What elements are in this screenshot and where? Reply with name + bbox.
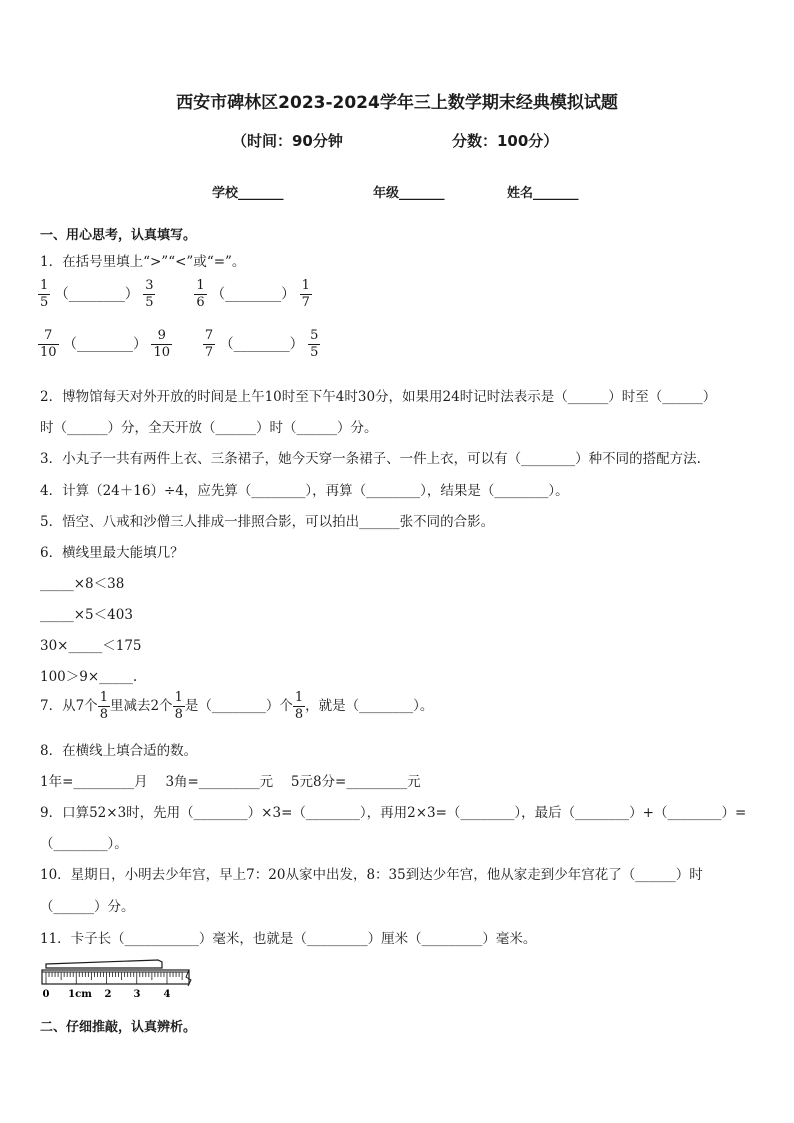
q6-item-b[interactable]: _____×5＜403 — [40, 607, 133, 623]
numerator: 1 — [294, 690, 304, 705]
answer-blank[interactable]: （________） — [54, 286, 139, 303]
numerator: 5 — [310, 328, 319, 343]
exam-score: 分数：100分） — [452, 132, 559, 150]
q7-text-1: 7．从7个 — [40, 698, 98, 714]
ruler-label-3: 3 — [133, 989, 141, 1000]
fraction — [203, 328, 215, 361]
answer-blank[interactable]: （________） — [211, 286, 296, 303]
fraction — [38, 328, 59, 361]
denominator: 6 — [196, 295, 205, 310]
question-1: 1．在括号里填上“>”“<”或“=”。 — [40, 254, 246, 270]
denominator: 8 — [174, 707, 183, 722]
fraction — [173, 690, 185, 723]
question-4: 4．计算（24＋16）÷4，应先算（________），再算（________），结果是（________）。 — [40, 483, 569, 499]
denominator: 8 — [99, 707, 108, 722]
question-2-line-2: 时（______）分，全天开放（______）时（______）分。 — [40, 420, 378, 436]
numerator: 3 — [145, 278, 154, 293]
exam-time: （时间：90分钟 — [232, 132, 343, 150]
school-field[interactable]: 学校_______ — [212, 186, 284, 201]
question-7 — [40, 690, 433, 723]
denominator: 5 — [145, 295, 154, 310]
question-10-line-2: （______）分。 — [40, 899, 135, 915]
denominator: 10 — [40, 345, 57, 360]
question-11: 11．卡子长（___________）毫米，也就是（_________）厘米（_________）毫米。 — [40, 931, 537, 947]
question-10-line-1: 10．星期日，小明去少年宫，早上7：20从家中出发，8：35到达少年宫，他从家走到少年宫花了（______）时 — [40, 867, 703, 883]
denominator: 7 — [204, 345, 214, 360]
ruler-label-1: 1cm — [68, 989, 92, 1000]
q6-item-d[interactable]: 100＞9×_____. — [40, 669, 138, 685]
answer-blank[interactable]: （________） — [219, 336, 304, 353]
ruler-diagram — [40, 956, 192, 1001]
section-1-heading: 一、用心思考，认真填写。 — [40, 228, 197, 243]
fraction — [143, 278, 155, 311]
answer-blank[interactable]: （________） — [63, 336, 147, 353]
question-3: 3．小丸子一共有两件上衣、三条裙子，她今天穿一条裙子、一件上衣，可以有（________）种不同的搭配方法. — [40, 451, 701, 467]
numerator: 1 — [40, 278, 49, 293]
numerator: 1 — [196, 278, 205, 293]
name-field[interactable]: 姓名_______ — [507, 186, 579, 201]
denominator: 7 — [301, 295, 310, 310]
fraction — [98, 690, 110, 723]
denominator: 5 — [40, 295, 49, 310]
numerator: 9 — [151, 328, 172, 345]
q7-text-4: ，就是（________）。 — [305, 698, 434, 714]
clip-shape — [46, 960, 162, 968]
fraction — [293, 690, 305, 723]
numerator: 7 — [204, 328, 214, 343]
question-9-line-2: （________）。 — [40, 836, 128, 852]
numerator: 7 — [38, 328, 59, 345]
question-8: 8．在横线上填合适的数。 — [40, 743, 198, 759]
q8-blanks[interactable]: 1年=_________月 3角=_________元 5元8分=_________元 — [40, 774, 421, 790]
q1-row-2 — [38, 328, 320, 361]
section-2-heading: 二、仔细推敲，认真辨析。 — [40, 1020, 197, 1035]
q6-item-c[interactable]: 30×_____＜175 — [40, 638, 142, 654]
q7-text-3: 是（________）个 — [184, 698, 293, 714]
question-6: 6．横线里最大能填几？ — [40, 545, 184, 561]
fraction — [194, 278, 206, 311]
fraction — [38, 278, 50, 311]
fraction — [300, 278, 312, 311]
question-2-line-1: 2．博物馆每天对外开放的时间是上午10时至下午4时30分，如果用24时记时法表示是（______）时至（______） — [40, 389, 717, 405]
q6-item-a[interactable]: _____×8＜38 — [40, 576, 125, 592]
ruler-label-4: 4 — [163, 989, 171, 1000]
numerator: 1 — [99, 690, 108, 705]
question-5: 5．悟空、八戒和沙僧三人排成一排照合影，可以拍出______张不同的合影。 — [40, 514, 495, 530]
denominator: 8 — [294, 707, 304, 722]
fraction — [151, 328, 172, 361]
q7-text-2: 里减去2个 — [109, 698, 173, 714]
fraction — [308, 328, 320, 361]
question-9-line-1: 9．口算52×3时，先用（________）×3=（________），再用2×3=（________），最后（________）+（________）= — [40, 805, 747, 821]
q1-row-1 — [38, 278, 312, 311]
numerator: 1 — [174, 690, 183, 705]
page-title: 西安市碑林区2023-2024学年三上数学期末经典模拟试题 — [176, 93, 618, 113]
ruler-label-0: 0 — [42, 989, 50, 1000]
ruler-label-2: 2 — [104, 989, 112, 1000]
denominator: 10 — [153, 345, 170, 360]
denominator: 5 — [310, 345, 319, 360]
numerator: 1 — [301, 278, 310, 293]
grade-field[interactable]: 年级_______ — [373, 186, 445, 201]
